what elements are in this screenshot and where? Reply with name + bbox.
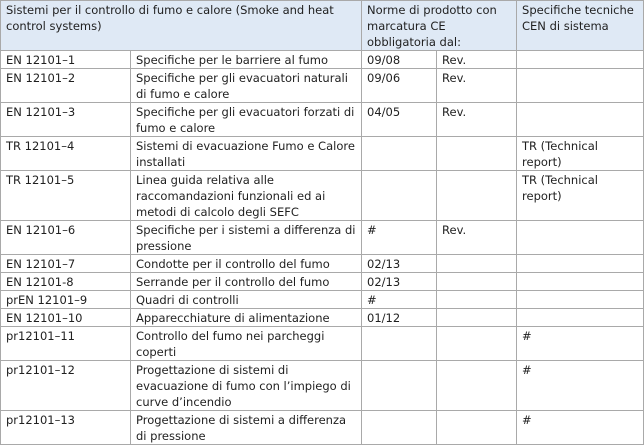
row-ce-date: 01/12: [362, 309, 437, 327]
header-systems: Sistemi per il controllo di fumo e calore (Smoke and heat control systems): [1, 1, 362, 51]
row-description: Specifiche per gli evacuatori naturali di fumo e calore: [131, 69, 362, 103]
row-cen-spec: [517, 221, 644, 255]
row-ce-date: [362, 361, 437, 411]
row-description: Progettazione di sistemi di evacuazione di fumo con l’impiego di curve d’incendio: [131, 361, 362, 411]
row-ce-date: 02/13: [362, 273, 437, 291]
row-ce-date: [362, 327, 437, 361]
row-ce-date: #: [362, 291, 437, 309]
table-row: [1, 309, 644, 327]
row-cen-spec: [517, 291, 644, 309]
row-revision: [437, 171, 517, 221]
row-cen-spec: TR (Technical report): [517, 137, 644, 171]
row-revision: [437, 361, 517, 411]
row-code: EN 12101–7: [1, 255, 131, 273]
row-revision: [437, 309, 517, 327]
row-revision: [437, 273, 517, 291]
row-revision: [437, 291, 517, 309]
row-description: Apparecchiature di alimentazione: [131, 309, 362, 327]
row-code: EN 12101–6: [1, 221, 131, 255]
row-ce-date: #: [362, 221, 437, 255]
row-code: EN 12101–10: [1, 309, 131, 327]
table-row: [1, 411, 644, 445]
table-row: [1, 361, 644, 411]
row-ce-date: [362, 171, 437, 221]
row-description: Serrande per il controllo del fumo: [131, 273, 362, 291]
table-row: [1, 273, 644, 291]
row-revision: [437, 327, 517, 361]
row-cen-spec: #: [517, 361, 644, 411]
table-row: [1, 51, 644, 69]
row-cen-spec: #: [517, 327, 644, 361]
row-description: Linea guida relativa alle raccomandazioni funzionali ed ai metodi di calcolo degli SEFC: [131, 171, 362, 221]
row-cen-spec: [517, 51, 644, 69]
table-row: [1, 171, 644, 221]
row-code: pr12101–11: [1, 327, 131, 361]
row-code: TR 12101–4: [1, 137, 131, 171]
row-code: pr12101–13: [1, 411, 131, 445]
row-cen-spec: TR (Technical report): [517, 171, 644, 221]
row-description: Quadri di controlli: [131, 291, 362, 309]
row-description: Progettazione di sistemi a differenza di pressione: [131, 411, 362, 445]
row-revision: [437, 255, 517, 273]
row-cen-spec: [517, 255, 644, 273]
row-revision: Rev.: [437, 103, 517, 137]
header-specs: Specifiche tecniche CEN di sistema: [517, 1, 644, 51]
row-ce-date: 04/05: [362, 103, 437, 137]
row-code: prEN 12101–9: [1, 291, 131, 309]
row-revision: Rev.: [437, 51, 517, 69]
row-ce-date: 02/13: [362, 255, 437, 273]
table-header-row: [1, 1, 644, 51]
row-cen-spec: [517, 69, 644, 103]
table-row: [1, 291, 644, 309]
row-revision: Rev.: [437, 69, 517, 103]
table-row: [1, 137, 644, 171]
row-code: EN 12101-8: [1, 273, 131, 291]
row-description: Specifiche per gli evacuatori forzati di fumo e calore: [131, 103, 362, 137]
row-code: pr12101–12: [1, 361, 131, 411]
table-row: [1, 255, 644, 273]
row-code: EN 12101–2: [1, 69, 131, 103]
row-cen-spec: [517, 103, 644, 137]
row-code: EN 12101–3: [1, 103, 131, 137]
row-description: Sistemi di evacuazione Fumo e Calore installati: [131, 137, 362, 171]
row-ce-date: [362, 137, 437, 171]
table-row: [1, 103, 644, 137]
row-ce-date: 09/08: [362, 51, 437, 69]
row-description: Condotte per il controllo del fumo: [131, 255, 362, 273]
row-description: Specifiche per i sistemi a differenza di pressione: [131, 221, 362, 255]
table-row: [1, 69, 644, 103]
row-cen-spec: [517, 273, 644, 291]
row-ce-date: [362, 411, 437, 445]
row-code: TR 12101–5: [1, 171, 131, 221]
table-row: [1, 221, 644, 255]
row-code: EN 12101–1: [1, 51, 131, 69]
row-cen-spec: [517, 309, 644, 327]
row-ce-date: 09/06: [362, 69, 437, 103]
table-row: [1, 327, 644, 361]
row-cen-spec: #: [517, 411, 644, 445]
row-revision: [437, 137, 517, 171]
row-revision: [437, 411, 517, 445]
row-description: Specifiche per le barriere al fumo: [131, 51, 362, 69]
row-revision: Rev.: [437, 221, 517, 255]
row-description: Controllo del fumo nei parcheggi coperti: [131, 327, 362, 361]
header-norms: Norme di prodotto con marcatura CE obbligatoria dal:: [362, 1, 517, 51]
